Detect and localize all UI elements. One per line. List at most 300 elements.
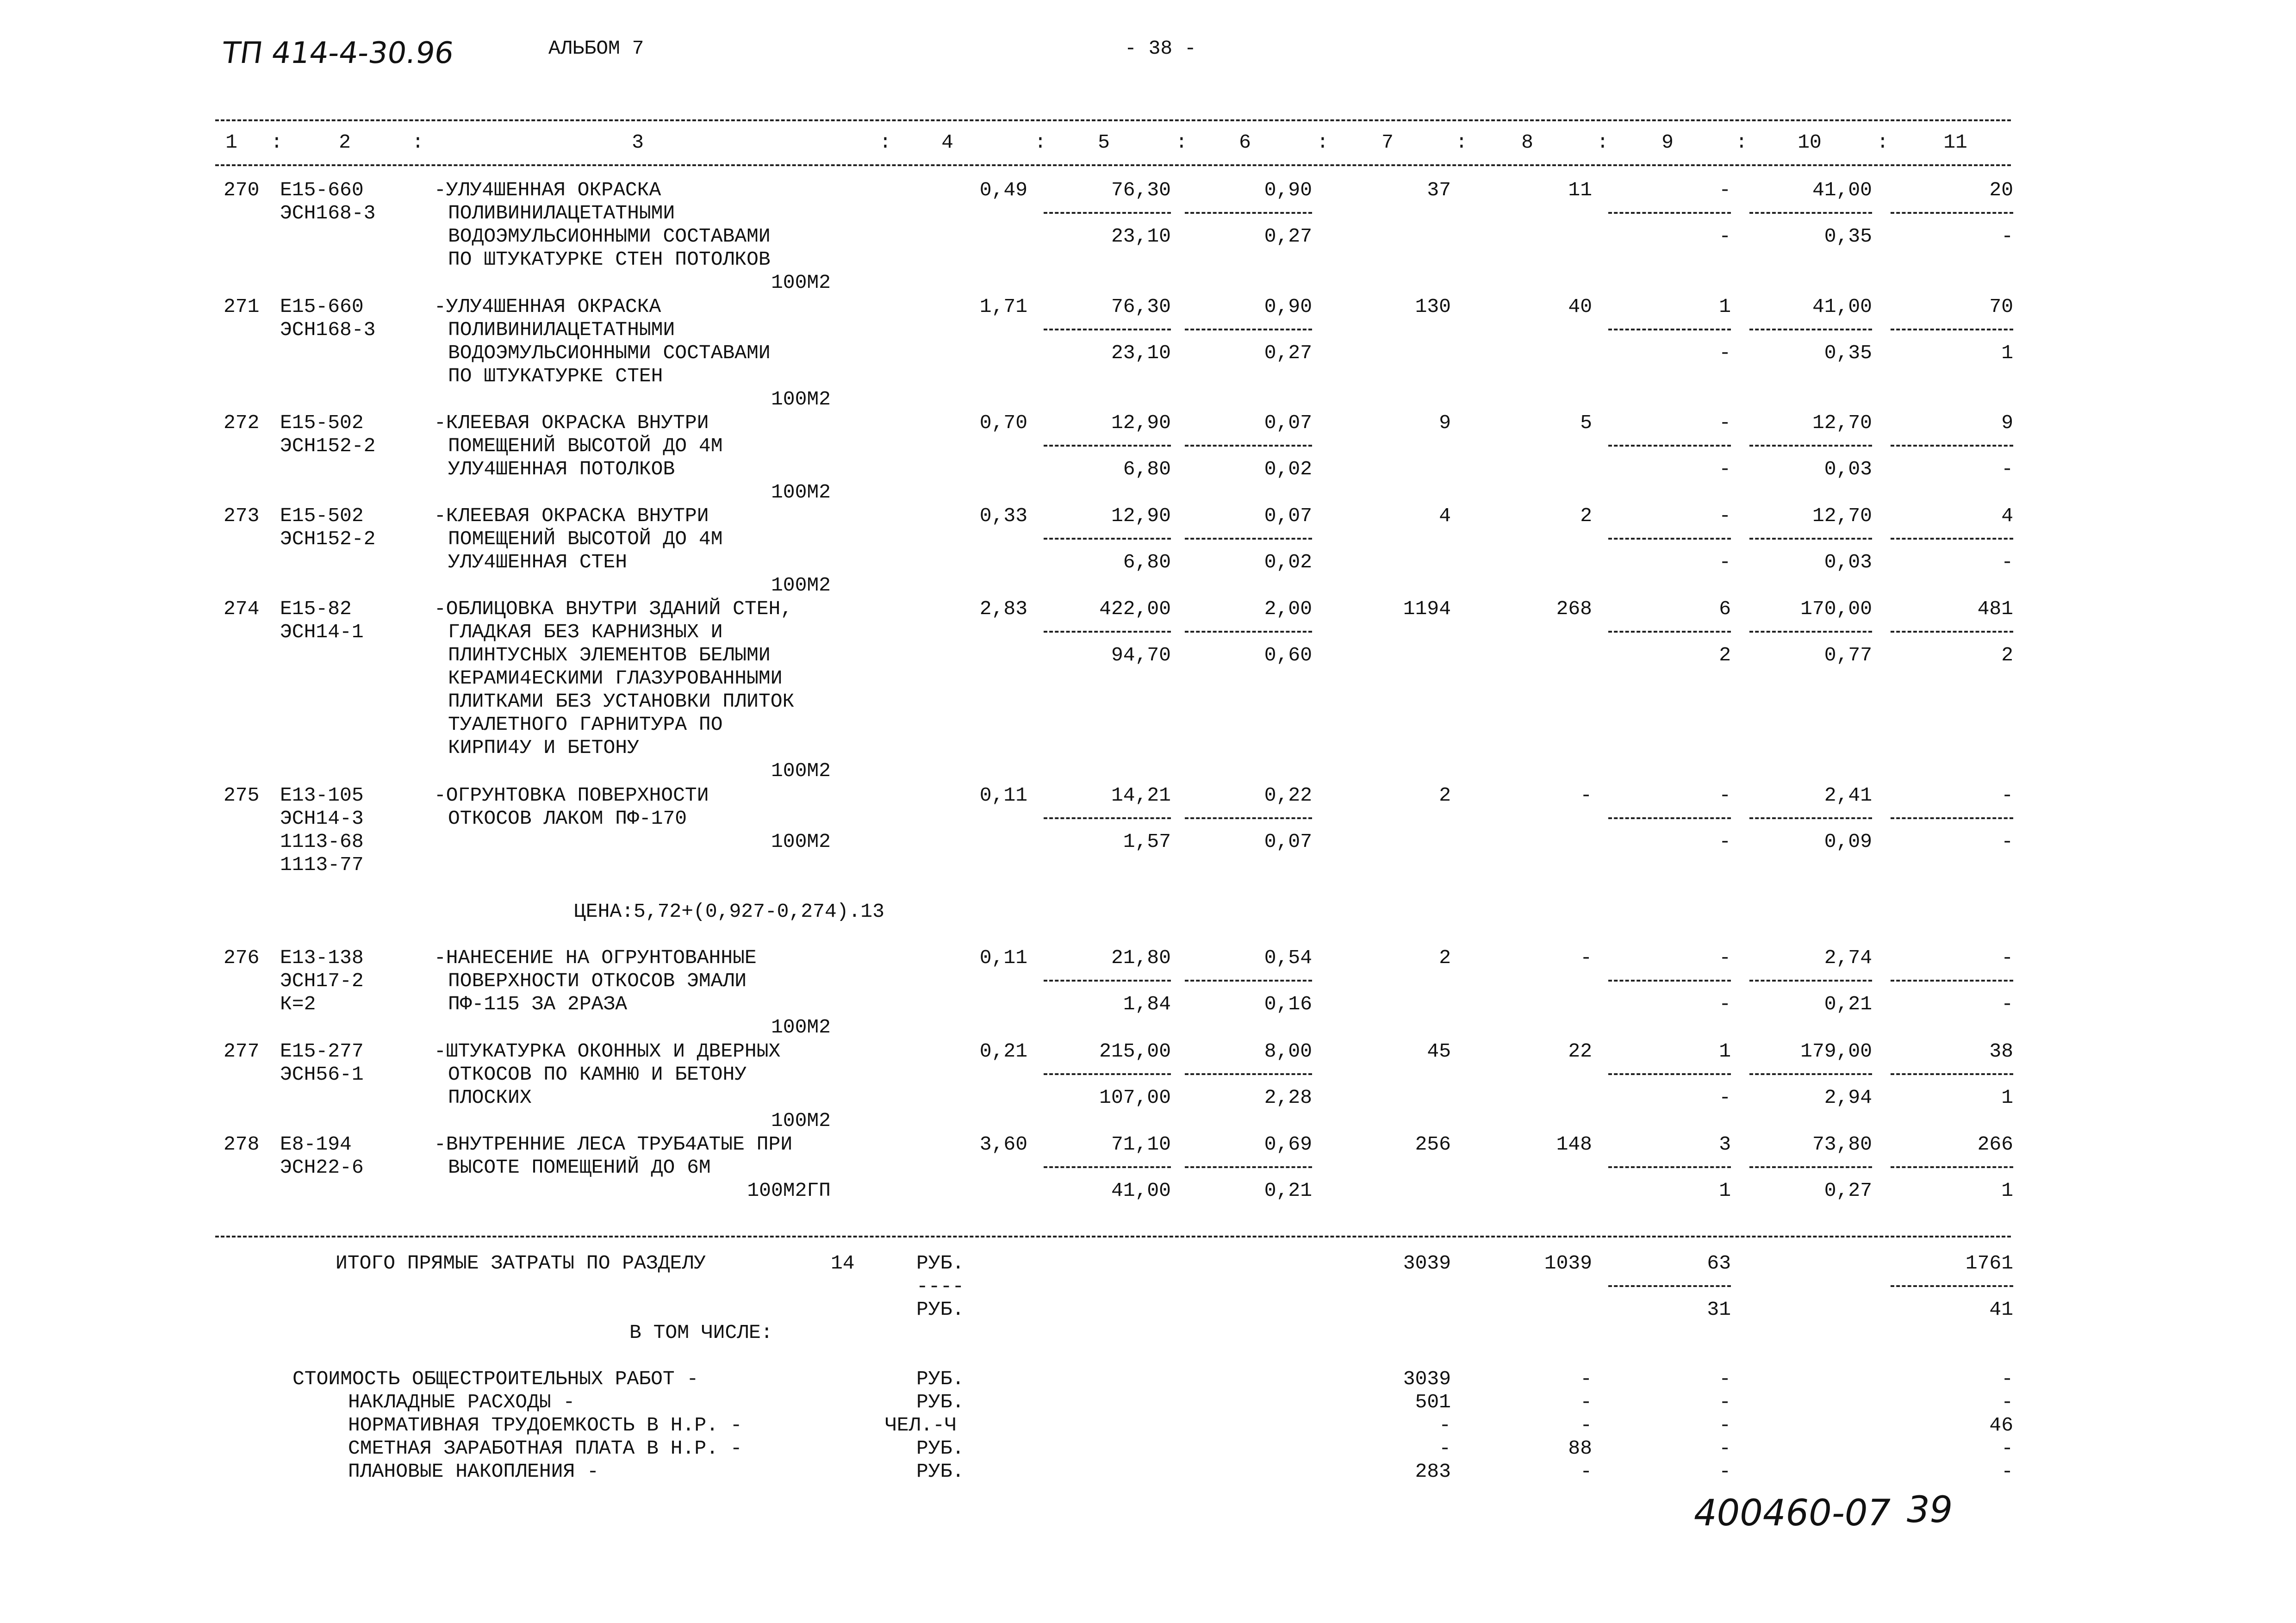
row-number: 274 xyxy=(224,597,260,620)
column-separator: : xyxy=(1034,131,1046,154)
column-separator: : xyxy=(271,131,283,154)
unit-cost-total: 422,00 xyxy=(1099,597,1171,620)
breakdown-label: СМЕТНАЯ ЗАРАБОТНАЯ ПЛАТА В Н.Р. - xyxy=(348,1437,742,1460)
rate-code: ЭСН14-1 xyxy=(280,621,364,643)
total-cost: 2 xyxy=(1439,784,1451,807)
work-description: -КЛЕЕВАЯ ОКРАСКА ВНУТРИ xyxy=(434,411,709,434)
column-separator: : xyxy=(1736,131,1748,154)
machine-cost: - xyxy=(1719,179,1731,201)
cell-fraction-rule xyxy=(1044,980,1171,982)
row-number: 272 xyxy=(224,411,260,434)
cell-fraction-rule xyxy=(1749,980,1872,982)
totals-fraction-rule xyxy=(1891,1285,2013,1287)
machinist-labor-per-unit: 0,27 xyxy=(1824,1179,1872,1202)
column-separator: : xyxy=(1176,131,1188,154)
unit-cost-total: 12,90 xyxy=(1111,411,1171,434)
total-cost: 256 xyxy=(1415,1133,1451,1156)
totals-label: ИТОГО ПРЯМЫЕ ЗАТРАТЫ ПО РАЗДЕЛУ xyxy=(336,1252,706,1275)
unit-of-measure: 100М2 xyxy=(771,1109,831,1132)
unit-cost-total: 76,30 xyxy=(1111,295,1171,318)
labor-per-unit: 12,70 xyxy=(1812,504,1872,527)
unit-cost-machines: 0,69 xyxy=(1264,1133,1312,1156)
labor-total: 38 xyxy=(1989,1040,2013,1063)
cell-fraction-rule xyxy=(1185,1166,1312,1168)
cell-fraction-rule xyxy=(1749,1166,1872,1168)
work-description: ТУАЛЕТНОГО ГАРНИТУРА ПО xyxy=(448,713,723,736)
breakdown-total: - xyxy=(1439,1437,1451,1460)
wages-cost: 22 xyxy=(1568,1040,1592,1063)
unit-wages: 107,00 xyxy=(1099,1086,1171,1109)
work-description: -ОГРУНТОВКА ПОВЕРХНОСТИ xyxy=(434,784,709,807)
machine-wages: - xyxy=(1719,830,1731,853)
work-description: ПЛОСКИХ xyxy=(448,1086,532,1109)
column-separator: : xyxy=(1456,131,1468,154)
machine-wages: - xyxy=(1719,342,1731,364)
wages-cost: 11 xyxy=(1568,179,1592,201)
column-header-2: 2 xyxy=(339,131,351,154)
unit-of-measure: 100М2 xyxy=(771,271,831,294)
unit-cost-machines: 2,00 xyxy=(1264,597,1312,620)
labor-per-unit: 2,41 xyxy=(1824,784,1872,807)
quantity: 0,11 xyxy=(979,946,1027,969)
column-separator: : xyxy=(879,131,891,154)
cell-fraction-rule xyxy=(1891,980,2013,982)
work-description: УЛУ4ШЕННАЯ ПОТОЛКОВ xyxy=(448,458,675,480)
cell-fraction-rule xyxy=(1044,329,1171,330)
unit-cost-machines: 0,07 xyxy=(1264,411,1312,434)
machinist-labor-per-unit: 0,35 xyxy=(1824,225,1872,248)
total-cost: 4 xyxy=(1439,504,1451,527)
machine-cost: - xyxy=(1719,784,1731,807)
cell-fraction-rule xyxy=(1891,1166,2013,1168)
totals-section: 14 xyxy=(831,1252,855,1275)
column-header-3: 3 xyxy=(632,131,644,154)
labor-per-unit: 12,70 xyxy=(1812,411,1872,434)
quantity: 0,33 xyxy=(979,504,1027,527)
quantity: 0,49 xyxy=(979,179,1027,201)
rate-code: Е15-502 xyxy=(280,504,364,527)
cell-fraction-rule xyxy=(1044,631,1171,633)
breakdown-total: - xyxy=(1439,1414,1451,1436)
column-separator: : xyxy=(1877,131,1889,154)
work-description: -УЛУ4ШЕННАЯ ОКРАСКА xyxy=(434,179,661,201)
labor-total: - xyxy=(2001,784,2013,807)
machinist-labor-total: 1 xyxy=(2001,1179,2013,1202)
cell-fraction-rule xyxy=(1749,1073,1872,1075)
breakdown-total: 3039 xyxy=(1403,1368,1451,1390)
breakdown-machines: - xyxy=(1719,1368,1731,1390)
quantity: 0,11 xyxy=(979,784,1027,807)
work-description: ВОДОЭМУЛЬСИОННЫМИ СОСТАВАМИ xyxy=(448,225,771,248)
column-separator: : xyxy=(412,131,424,154)
cell-fraction-rule xyxy=(1891,445,2013,447)
totals-total-cost: 3039 xyxy=(1403,1252,1451,1275)
unit-machine-wages: 0,60 xyxy=(1264,644,1312,666)
machine-wages: - xyxy=(1719,1086,1731,1109)
machine-wages: 1 xyxy=(1719,1179,1731,1202)
column-header-5: 5 xyxy=(1098,131,1110,154)
totals-currency-2: РУБ. xyxy=(916,1298,964,1321)
unit-cost-total: 71,10 xyxy=(1111,1133,1171,1156)
total-cost: 45 xyxy=(1427,1040,1451,1063)
labor-total: 9 xyxy=(2001,411,2013,434)
unit-machine-wages: 0,07 xyxy=(1264,830,1312,853)
table-header-rule xyxy=(215,164,2011,166)
breakdown-wages: - xyxy=(1580,1414,1592,1436)
cell-fraction-rule xyxy=(1185,1073,1312,1075)
breakdown-labor: 46 xyxy=(1989,1414,2013,1436)
cell-fraction-rule xyxy=(1891,817,2013,819)
cell-fraction-rule xyxy=(1044,817,1171,819)
column-header-9: 9 xyxy=(1661,131,1674,154)
unit-of-measure: 100М2 xyxy=(771,759,831,782)
cell-fraction-rule xyxy=(1608,817,1731,819)
unit-wages: 94,70 xyxy=(1111,644,1171,666)
cell-fraction-rule xyxy=(1891,212,2013,214)
quantity: 0,21 xyxy=(979,1040,1027,1063)
breakdown-machines: - xyxy=(1719,1437,1731,1460)
breakdown-machines: - xyxy=(1719,1391,1731,1413)
machinist-labor-per-unit: 2,94 xyxy=(1824,1086,1872,1109)
labor-per-unit: 2,74 xyxy=(1824,946,1872,969)
unit-machine-wages: 0,27 xyxy=(1264,342,1312,364)
breakdown-unit: ЧЕЛ.-Ч xyxy=(885,1414,957,1436)
rate-code: Е15-660 xyxy=(280,179,364,201)
work-description: -НАНЕСЕНИЕ НА ОГРУНТОВАННЫЕ xyxy=(434,946,757,969)
quantity: 2,83 xyxy=(979,597,1027,620)
rate-code: ЭСН17-2 xyxy=(280,970,364,992)
labor-total: 4 xyxy=(2001,504,2013,527)
cell-fraction-rule xyxy=(1185,631,1312,633)
machinist-labor-per-unit: 0,21 xyxy=(1824,993,1872,1015)
row-number: 276 xyxy=(224,946,260,969)
breakdown-wages: - xyxy=(1580,1460,1592,1483)
machine-wages: - xyxy=(1719,993,1731,1015)
totals-machine-cost: 63 xyxy=(1707,1252,1731,1275)
work-description: ОТКОСОВ ПО КАМНЮ И БЕТОНУ xyxy=(448,1063,747,1086)
breakdown-label: НАКЛАДНЫЕ РАСХОДЫ - xyxy=(348,1391,575,1413)
rate-code: ЭСН152-2 xyxy=(280,528,376,550)
breakdown-label: СТОИМОСТЬ ОБЩЕСТРОИТЕЛЬНЫХ РАБОТ - xyxy=(292,1368,699,1390)
unit-wages: 1,84 xyxy=(1123,993,1171,1015)
cell-fraction-rule xyxy=(1185,445,1312,447)
totals-labor: 1761 xyxy=(1965,1252,2013,1275)
cell-fraction-rule xyxy=(1749,329,1872,330)
project-code: ТП 414-4-30.96 xyxy=(219,36,456,70)
unit-of-measure: 100М2 xyxy=(771,481,831,504)
machinist-labor-total: - xyxy=(2001,551,2013,573)
unit-cost-total: 14,21 xyxy=(1111,784,1171,807)
work-description: ПФ-115 ЗА 2РАЗА xyxy=(448,993,628,1015)
unit-machine-wages: 2,28 xyxy=(1264,1086,1312,1109)
work-description: КИРПИ4У И БЕТОНУ xyxy=(448,736,639,759)
breakdown-labor: - xyxy=(2001,1460,2013,1483)
labor-per-unit: 41,00 xyxy=(1812,295,1872,318)
unit-of-measure: 100М2 xyxy=(771,388,831,410)
breakdown-machines: - xyxy=(1719,1460,1731,1483)
column-header-1: 1 xyxy=(225,131,237,154)
row-number: 278 xyxy=(224,1133,260,1156)
cell-fraction-rule xyxy=(1608,980,1731,982)
total-cost: 37 xyxy=(1427,179,1451,201)
machine-wages: - xyxy=(1719,551,1731,573)
unit-cost-total: 12,90 xyxy=(1111,504,1171,527)
column-header-4: 4 xyxy=(941,131,953,154)
breakdown-total: 283 xyxy=(1415,1460,1451,1483)
work-description: ПОЛИВИНИЛАЦЕТАТНЫМИ xyxy=(448,202,675,224)
total-cost: 9 xyxy=(1439,411,1451,434)
breakdown-wages: 88 xyxy=(1568,1437,1592,1460)
totals-separator: ---- xyxy=(916,1275,964,1298)
cell-fraction-rule xyxy=(1608,1073,1731,1075)
machinist-labor-total: - xyxy=(2001,993,2013,1015)
work-description: УЛУ4ШЕННАЯ СТЕН xyxy=(448,551,628,573)
column-header-11: 11 xyxy=(1943,131,1967,154)
unit-wages: 23,10 xyxy=(1111,342,1171,364)
cell-fraction-rule xyxy=(1608,631,1731,633)
quantity: 0,70 xyxy=(979,411,1027,434)
cell-fraction-rule xyxy=(1608,445,1731,447)
work-description: ПОЛИВИНИЛАЦЕТАТНЫМИ xyxy=(448,318,675,341)
wages-cost: 148 xyxy=(1556,1133,1592,1156)
cell-fraction-rule xyxy=(1608,212,1731,214)
rate-code: Е8-194 xyxy=(280,1133,352,1156)
machinist-labor-total: - xyxy=(2001,830,2013,853)
breakdown-labor: - xyxy=(2001,1391,2013,1413)
rate-code: Е15-660 xyxy=(280,295,364,318)
breakdown-total: 501 xyxy=(1415,1391,1451,1413)
machine-cost: 1 xyxy=(1719,295,1731,318)
breakdown-label: ПЛАНОВЫЕ НАКОПЛЕНИЯ - xyxy=(348,1460,599,1483)
unit-of-measure: 100М2ГП xyxy=(747,1179,831,1202)
rate-code: Е15-82 xyxy=(280,597,352,620)
labor-total: 20 xyxy=(1989,179,2013,201)
rate-code: ЭСН152-2 xyxy=(280,435,376,457)
labor-total: 70 xyxy=(1989,295,2013,318)
unit-wages: 6,80 xyxy=(1123,551,1171,573)
breakdown-labor: - xyxy=(2001,1368,2013,1390)
labor-per-unit: 170,00 xyxy=(1800,597,1872,620)
handwritten-page-number: 39 xyxy=(1907,1489,1953,1531)
table-bottom-rule xyxy=(215,1236,2011,1237)
machine-cost: - xyxy=(1719,411,1731,434)
machinist-labor-per-unit: 0,35 xyxy=(1824,342,1872,364)
work-description: ГЛАДКАЯ БЕЗ КАРНИЗНЫХ И xyxy=(448,621,723,643)
cell-fraction-rule xyxy=(1749,631,1872,633)
labor-per-unit: 73,80 xyxy=(1812,1133,1872,1156)
column-separator: : xyxy=(1597,131,1609,154)
totals-currency: РУБ. xyxy=(916,1252,964,1275)
cell-fraction-rule xyxy=(1185,538,1312,540)
cell-fraction-rule xyxy=(1608,329,1731,330)
total-cost: 1194 xyxy=(1403,597,1451,620)
cell-fraction-rule xyxy=(1749,817,1872,819)
unit-cost-total: 215,00 xyxy=(1099,1040,1171,1063)
unit-cost-machines: 0,07 xyxy=(1264,504,1312,527)
work-description: ПЛИТКАМИ БЕЗ УСТАНОВКИ ПЛИТОК xyxy=(448,690,795,713)
work-description: КЕРАМИ4ЕСКИМИ ГЛАЗУРОВАННЫМИ xyxy=(448,667,783,690)
work-description: ПОВЕРХНОСТИ ОТКОСОВ ЭМАЛИ xyxy=(448,970,747,992)
machine-cost: 3 xyxy=(1719,1133,1731,1156)
table-top-rule xyxy=(215,119,2011,121)
breakdown-machines: - xyxy=(1719,1414,1731,1436)
cell-fraction-rule xyxy=(1185,212,1312,214)
total-cost: 130 xyxy=(1415,295,1451,318)
unit-machine-wages: 0,21 xyxy=(1264,1179,1312,1202)
cell-fraction-rule xyxy=(1044,212,1171,214)
machinist-labor-total: 1 xyxy=(2001,1086,2013,1109)
breakdown-wages: - xyxy=(1580,1368,1592,1390)
unit-wages: 41,00 xyxy=(1111,1179,1171,1202)
unit-of-measure: 100М2 xyxy=(771,1016,831,1038)
work-description: ПОМЕЩЕНИЙ ВЫСОТОЙ ДО 4М xyxy=(448,528,723,550)
cell-fraction-rule xyxy=(1185,329,1312,330)
unit-cost-machines: 0,54 xyxy=(1264,946,1312,969)
labor-total: 481 xyxy=(1977,597,2013,620)
cell-fraction-rule xyxy=(1891,538,2013,540)
cell-fraction-rule xyxy=(1749,445,1872,447)
work-description: -УЛУ4ШЕННАЯ ОКРАСКА xyxy=(434,295,661,318)
unit-wages: 23,10 xyxy=(1111,225,1171,248)
unit-of-measure: 100М2 xyxy=(771,830,831,853)
machinist-labor-per-unit: 0,77 xyxy=(1824,644,1872,666)
unit-machine-wages: 0,02 xyxy=(1264,458,1312,480)
totals-machinist-labor: 41 xyxy=(1989,1298,2013,1321)
work-description: -ВНУТРЕННИЕ ЛЕСА ТРУБ4АТЫЕ ПРИ xyxy=(434,1133,793,1156)
totals-fraction-rule xyxy=(1608,1285,1731,1287)
machine-wages: - xyxy=(1719,225,1731,248)
unit-cost-total: 76,30 xyxy=(1111,179,1171,201)
machinist-labor-total: 1 xyxy=(2001,342,2013,364)
cell-fraction-rule xyxy=(1749,212,1872,214)
column-header-10: 10 xyxy=(1798,131,1822,154)
machinist-labor-per-unit: 0,09 xyxy=(1824,830,1872,853)
column-separator: : xyxy=(1317,131,1329,154)
row-number: 275 xyxy=(224,784,260,807)
unit-cost-machines: 8,00 xyxy=(1264,1040,1312,1063)
work-description: ПЛИНТУСНЫХ ЭЛЕМЕНТОВ БЕЛЫМИ xyxy=(448,644,771,666)
row-number: 277 xyxy=(224,1040,260,1063)
labor-per-unit: 179,00 xyxy=(1800,1040,1872,1063)
machine-cost: - xyxy=(1719,504,1731,527)
wages-cost: 268 xyxy=(1556,597,1592,620)
machinist-labor-per-unit: 0,03 xyxy=(1824,551,1872,573)
labor-total: - xyxy=(2001,946,2013,969)
unit-cost-machines: 0,90 xyxy=(1264,295,1312,318)
rate-code: Е15-277 xyxy=(280,1040,364,1063)
unit-cost-machines: 0,22 xyxy=(1264,784,1312,807)
rate-code: ЭСН14-3 xyxy=(280,807,364,830)
rate-code: Е13-138 xyxy=(280,946,364,969)
unit-machine-wages: 0,16 xyxy=(1264,993,1312,1015)
work-description: ВОДОЭМУЛЬСИОННЫМИ СОСТАВАМИ xyxy=(448,342,771,364)
totals-wages: 1039 xyxy=(1544,1252,1592,1275)
cell-fraction-rule xyxy=(1044,1166,1171,1168)
work-description: ОТКОСОВ ЛАКОМ ПФ-170 xyxy=(448,807,687,830)
unit-wages: 1,57 xyxy=(1123,830,1171,853)
cell-fraction-rule xyxy=(1044,1073,1171,1075)
cell-fraction-rule xyxy=(1044,538,1171,540)
labor-total: 266 xyxy=(1977,1133,2013,1156)
breakdown-unit: РУБ. xyxy=(916,1460,964,1483)
quantity: 3,60 xyxy=(979,1133,1027,1156)
wages-cost: 40 xyxy=(1568,295,1592,318)
quantity: 1,71 xyxy=(979,295,1027,318)
machine-cost: - xyxy=(1719,946,1731,969)
rate-code: ЭСН56-1 xyxy=(280,1063,364,1086)
work-description: -ОБЛИЦОВКА ВНУТРИ ЗДАНИЙ СТЕН, xyxy=(434,597,793,620)
work-description: ПО ШТУКАТУРКЕ СТЕН xyxy=(448,365,663,387)
album-label: АЛЬБОМ 7 xyxy=(548,37,644,60)
row-number: 271 xyxy=(224,295,260,318)
machine-cost: 6 xyxy=(1719,597,1731,620)
cell-fraction-rule xyxy=(1044,445,1171,447)
wages-cost: - xyxy=(1580,784,1592,807)
row-number: 270 xyxy=(224,179,260,201)
machinist-labor-per-unit: 0,03 xyxy=(1824,458,1872,480)
breakdown-labor: - xyxy=(2001,1437,2013,1460)
cell-fraction-rule xyxy=(1608,538,1731,540)
unit-machine-wages: 0,02 xyxy=(1264,551,1312,573)
machinist-labor-total: 2 xyxy=(2001,644,2013,666)
rate-code: 1113-77 xyxy=(280,853,364,876)
work-description: ПОМЕЩЕНИЙ ВЫСОТОЙ ДО 4М xyxy=(448,435,723,457)
page-number: - 38 - xyxy=(1125,37,1196,60)
cell-fraction-rule xyxy=(1891,1073,2013,1075)
rate-code: Е13-105 xyxy=(280,784,364,807)
machine-cost: 1 xyxy=(1719,1040,1731,1063)
breakdown-label: НОРМАТИВНАЯ ТРУДОЕМКОСТЬ В Н.Р. - xyxy=(348,1414,742,1436)
breakdown-unit: РУБ. xyxy=(916,1368,964,1390)
machinist-labor-total: - xyxy=(2001,225,2013,248)
work-description: -КЛЕЕВАЯ ОКРАСКА ВНУТРИ xyxy=(434,504,709,527)
column-header-6: 6 xyxy=(1239,131,1251,154)
column-header-8: 8 xyxy=(1521,131,1533,154)
including-label: В ТОМ ЧИСЛЕ: xyxy=(629,1321,773,1344)
labor-per-unit: 41,00 xyxy=(1812,179,1872,201)
rate-code: ЭСН168-3 xyxy=(280,202,376,224)
cell-fraction-rule xyxy=(1185,817,1312,819)
totals-machine-wages: 31 xyxy=(1707,1298,1731,1321)
breakdown-unit: РУБ. xyxy=(916,1391,964,1413)
breakdown-unit: РУБ. xyxy=(916,1437,964,1460)
machinist-labor-total: - xyxy=(2001,458,2013,480)
machine-wages: 2 xyxy=(1719,644,1731,666)
work-description: ВЫСОТЕ ПОМЕЩЕНИЙ ДО 6М xyxy=(448,1156,711,1179)
unit-machine-wages: 0,27 xyxy=(1264,225,1312,248)
wages-cost: 2 xyxy=(1580,504,1592,527)
row-number: 273 xyxy=(224,504,260,527)
archive-stamp-number: 400460-07 xyxy=(1694,1492,1891,1534)
work-description: ПО ШТУКАТУРКЕ СТЕН ПОТОЛКОВ xyxy=(448,248,771,271)
rate-code: К=2 xyxy=(280,993,316,1015)
unit-wages: 6,80 xyxy=(1123,458,1171,480)
cell-fraction-rule xyxy=(1891,329,2013,330)
cell-fraction-rule xyxy=(1749,538,1872,540)
unit-cost-total: 21,80 xyxy=(1111,946,1171,969)
work-description: -ШТУКАТУРКА ОКОННЫХ И ДВЕРНЫХ xyxy=(434,1040,781,1063)
rate-code: Е15-502 xyxy=(280,411,364,434)
column-header-7: 7 xyxy=(1381,131,1394,154)
total-cost: 2 xyxy=(1439,946,1451,969)
cell-fraction-rule xyxy=(1185,980,1312,982)
machine-wages: - xyxy=(1719,458,1731,480)
breakdown-wages: - xyxy=(1580,1391,1592,1413)
unit-of-measure: 100М2 xyxy=(771,574,831,597)
wages-cost: - xyxy=(1580,946,1592,969)
rate-code: ЭСН22-6 xyxy=(280,1156,364,1179)
cell-fraction-rule xyxy=(1891,631,2013,633)
